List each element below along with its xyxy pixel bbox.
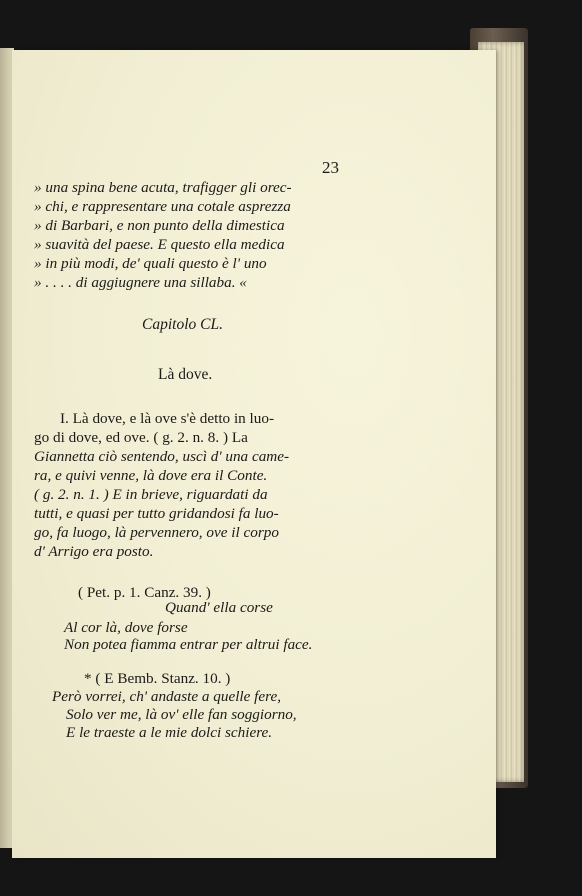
paragraph-line: Giannetta ciò sentendo, uscì d' una came-	[34, 448, 290, 465]
verse-line: Solo ver me, là ov' elle fan soggiorno,	[66, 706, 297, 723]
quote-line: » . . . . di aggiugnere una sillaba. «	[34, 274, 247, 291]
paragraph-line: go di dove, ed ove. ( g. 2. n. 8. ) La	[34, 429, 248, 446]
verse-line: Al cor là, dove forse	[64, 619, 188, 636]
quote-line: » in più modi, de' quali questo è l' uno	[34, 255, 267, 272]
verse-line: E le traeste a le mie dolci schiere.	[66, 724, 273, 741]
quote-line: » suavità del paese. E questo ella medica	[34, 236, 285, 253]
verse-line: Quand' ella corse	[165, 599, 273, 616]
section-title: Là dove.	[158, 366, 213, 383]
verse-line: Però vorrei, ch' andaste a quelle fere,	[52, 688, 282, 705]
verse-line: Non potea fiamma entrar per altrui face.	[64, 636, 313, 653]
page-number: 23	[322, 158, 339, 177]
paragraph-line: go, fa luogo, là pervennero, ove il corpo	[34, 524, 279, 541]
paragraph-line: I. Là dove, e là ove s'è detto in luo-	[60, 410, 275, 427]
quote-line: » una spina bene acuta, trafigger gli orec-	[34, 179, 292, 196]
paragraph-line: tutti, e quasi per tutto gridandosi fa luo-	[34, 505, 279, 522]
paragraph-line: ra, e quivi venne, là dove era il Conte.	[34, 467, 268, 484]
paragraph-line: ( g. 2. n. 1. ) E in brieve, riguardati da	[34, 486, 268, 503]
quote-line: » di Barbari, e non punto della dimestica	[34, 217, 285, 234]
paragraph-line: d' Arrigo era posto.	[34, 543, 154, 560]
citation-bembo: * ( E Bemb. Stanz. 10. )	[84, 670, 231, 687]
quote-line: » chi, e rappresentare una cotale asprezza	[34, 198, 291, 215]
chapter-title: Capitolo CL.	[142, 316, 223, 333]
citation-petrarch: ( Pet. p. 1. Canz. 39. )	[78, 584, 211, 601]
